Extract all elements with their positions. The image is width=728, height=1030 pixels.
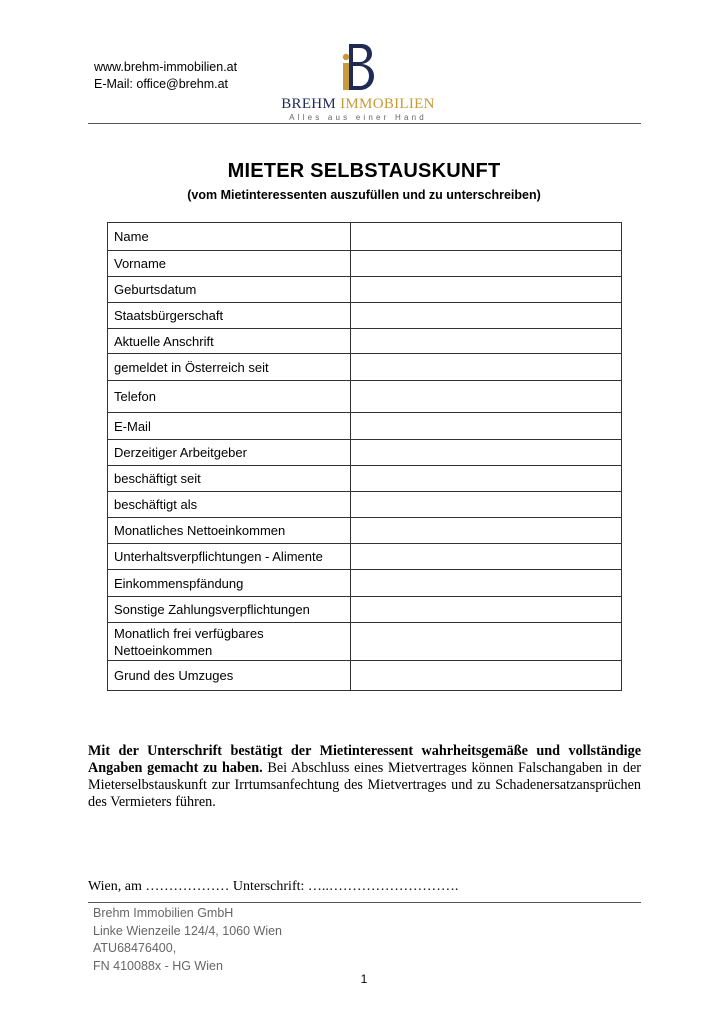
table-row: [108, 661, 622, 691]
field-value-input[interactable]: [351, 661, 622, 691]
field-value-input[interactable]: [351, 570, 622, 597]
footer-line: ATU68476400,: [93, 941, 177, 955]
field-label: Monatliches Nettoeinkommen: [108, 518, 351, 544]
field-label: Unterhaltsverpflichtungen - Alimente: [108, 544, 351, 570]
declaration-bold-text: Mit der Unterschrift bestätigt der Mietinteressent wahrheitsgemäße und vollständige Angaben gemacht zu haben.: [88, 743, 641, 776]
field-label: gemeldet in Österreich seit: [108, 354, 351, 381]
field-label: Name: [108, 223, 351, 251]
table-row: [108, 544, 622, 570]
table-row: [108, 413, 622, 440]
header-divider: [88, 123, 641, 124]
page-number: 1: [360, 972, 368, 986]
logo-tagline: Alles aus einer Hand: [289, 113, 427, 122]
table-row: [108, 570, 622, 597]
field-value-input[interactable]: [351, 251, 622, 277]
table-row: [108, 303, 622, 329]
table-row: [108, 492, 622, 518]
footer-divider: [88, 902, 641, 903]
email-text: E-Mail: office@brehm.at: [94, 77, 229, 91]
field-value-input[interactable]: [351, 623, 622, 661]
logo-name-immobilien: IMMOBILIEN: [340, 96, 435, 112]
field-label: Staatsbürgerschaft: [108, 303, 351, 329]
logo-name-brehm: BREHM: [281, 96, 337, 112]
table-row: [108, 277, 622, 303]
field-label: beschäftigt als: [108, 492, 351, 518]
field-label: Geburtsdatum: [108, 277, 351, 303]
field-label: Sonstige Zahlungsverpflichtungen: [108, 597, 351, 623]
field-value-input[interactable]: [351, 277, 622, 303]
field-label: Einkommenspfändung: [108, 570, 351, 597]
page-title: MIETER SELBSTAUSKUNFT: [227, 160, 501, 182]
field-label: Monatlich frei verfügbares Nettoeinkommen: [108, 623, 351, 661]
field-value-input[interactable]: [351, 354, 622, 381]
field-label: beschäftigt seit: [108, 466, 351, 492]
table-row: [108, 466, 622, 492]
brehm-monogram-icon: [340, 42, 376, 94]
table-row: [108, 623, 622, 661]
table-row: [108, 251, 622, 277]
table-row: [108, 518, 622, 544]
field-value-input[interactable]: [351, 381, 622, 413]
signature-line: Wien, am ……………… Unterschrift: …..……………………….: [88, 879, 459, 894]
footer-company-info: [93, 905, 282, 975]
field-label: Telefon: [108, 381, 351, 413]
field-label: E-Mail: [108, 413, 351, 440]
field-value-input[interactable]: [351, 597, 622, 623]
field-label: Aktuelle Anschrift: [108, 329, 351, 354]
field-value-input[interactable]: [351, 223, 622, 251]
website-text: www.brehm-immobilien.at: [94, 60, 238, 74]
field-label: Vorname: [108, 251, 351, 277]
field-value-input[interactable]: [351, 329, 622, 354]
tenant-info-table: [107, 222, 622, 691]
field-value-input[interactable]: [351, 413, 622, 440]
field-value-input[interactable]: [351, 518, 622, 544]
field-label: Grund des Umzuges: [108, 661, 351, 691]
table-row: [108, 354, 622, 381]
logo-wordmark: [278, 96, 438, 113]
table-row: [108, 597, 622, 623]
footer-line: Brehm Immobilien GmbH: [93, 906, 234, 920]
footer-line: Linke Wienzeile 124/4, 1060 Wien: [93, 923, 283, 938]
field-value-input[interactable]: [351, 303, 622, 329]
table-row: [108, 440, 622, 466]
company-logo: [278, 42, 438, 122]
field-value-input[interactable]: [351, 492, 622, 518]
declaration-text: Bei Abschluss eines Mietvertrages können Falschangaben in der Mieterselbstauskunft zur Irrtumsanfechtung des Mietvertrages und zu Schadenersatzansprüchen des Vermieters führen.: [88, 760, 641, 810]
page-subtitle: (vom Mietinteressenten auszufüllen und zu unterschreiben): [187, 188, 541, 202]
footer-line: FN 410088x - HG Wien: [93, 958, 223, 973]
field-value-input[interactable]: [351, 466, 622, 492]
field-label: Derzeitiger Arbeitgeber: [108, 440, 351, 466]
table-row: [108, 329, 622, 354]
table-row: [108, 381, 622, 413]
table-row: [108, 223, 622, 251]
field-value-input[interactable]: [351, 544, 622, 570]
declaration-paragraph: [88, 743, 641, 811]
field-value-input[interactable]: [351, 440, 622, 466]
contact-info: [94, 59, 237, 93]
